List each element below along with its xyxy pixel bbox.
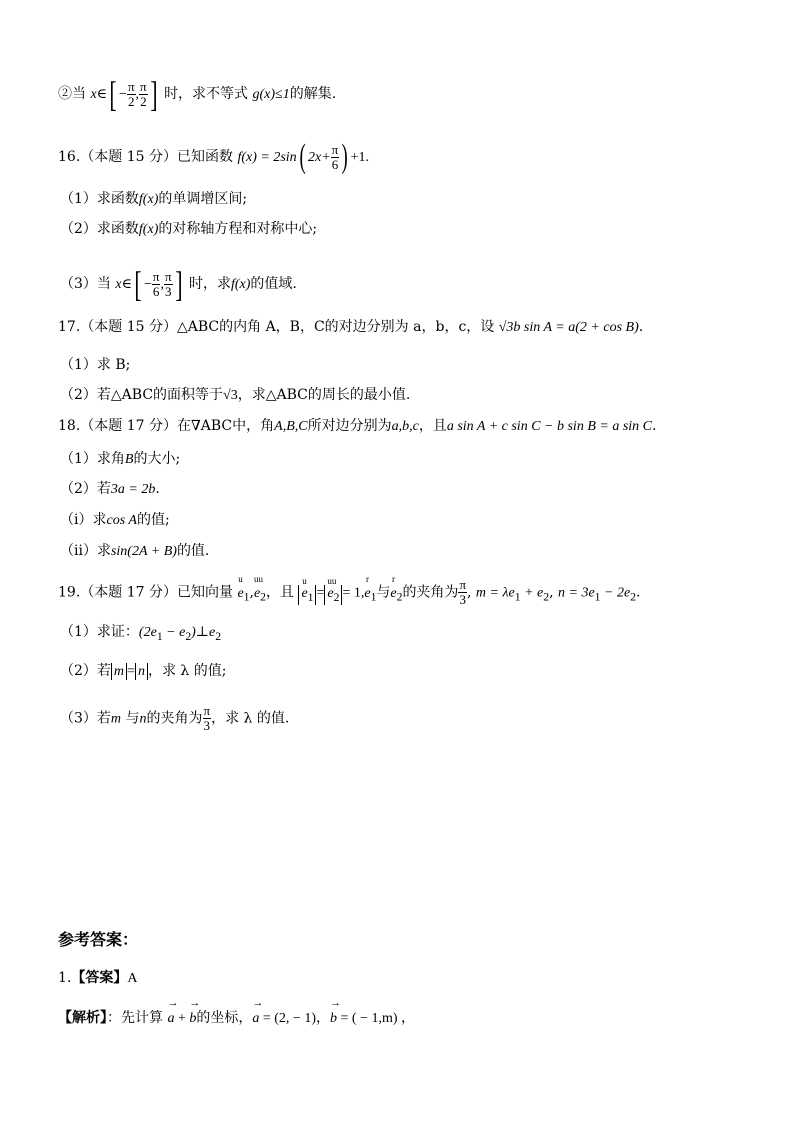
comma: , (160, 277, 164, 292)
vector-a: → a (252, 997, 264, 1026)
answer-number: 1. (58, 970, 72, 986)
answers-heading: 参考答案： (58, 930, 139, 949)
text: （3）若 (60, 710, 111, 727)
formula: a,b,c (391, 419, 419, 434)
denominator: 6 (152, 283, 160, 299)
text: （2）若 (60, 663, 111, 679)
text: 已知向量 (176, 584, 233, 601)
text: 已知函数 (176, 149, 233, 165)
formula: n (139, 711, 147, 727)
inequality: g(x)≤1 (252, 87, 290, 102)
points: （本题 17 分） (80, 584, 177, 601)
left-bracket: [ (134, 264, 142, 304)
text: 的大小; (133, 451, 181, 467)
q19-part1: （1）求证：($2e_1$ − $e_2)\perp e_2$ (60, 624, 222, 643)
text: 所对边分别为 (307, 418, 392, 434)
q18-sub2 (60, 479, 160, 500)
text: . (638, 319, 644, 335)
text: . (652, 418, 657, 434)
fraction-pi-over-2 (127, 80, 136, 109)
numerator: π (140, 78, 147, 94)
text: 时，求不等式 (164, 86, 249, 102)
vector-e2: r e (390, 573, 397, 601)
text: ， (315, 1010, 330, 1026)
text: . (155, 481, 160, 497)
text: 与 (376, 584, 391, 601)
text: 与 (125, 710, 140, 727)
q17-sub1 (60, 355, 130, 375)
q18-subi (60, 510, 170, 531)
formula: − 2e (600, 585, 631, 601)
text: （2）若△ABC的面积等于 (60, 387, 224, 403)
formula: )⊥e (191, 625, 216, 640)
text: 的单调增区间; (158, 191, 248, 207)
left-bracket: [ (109, 74, 117, 114)
q18-stem (58, 416, 656, 437)
text: ，求△ABC的周长的最小值. (237, 387, 411, 403)
question-number: 19. (58, 584, 81, 601)
denominator: 2 (127, 93, 135, 109)
q19-stem: 19.（本题 17 分）已知向量 u $e_1$, uu $e_2$，且 u $e_1$ = uu $e_2 = 1$, r $e_1$与 r $e_2$的夹角为 $\frac{\pi}{3}$ , $m = \lambda e_1 + e_2$, $n = 3e_1 - 2e_2$. (58, 573, 641, 607)
text: 的值; (136, 512, 170, 528)
text: ，且 (265, 584, 294, 601)
comma: , (549, 584, 554, 601)
vector-b: → b (189, 997, 201, 1026)
question-number: 17. (58, 319, 81, 335)
points: （本题 17 分） (80, 418, 177, 434)
comma: , (135, 87, 140, 102)
text: 的夹角为 (146, 710, 203, 727)
text: ，求 λ 的值; (147, 663, 227, 679)
answer-1 (58, 968, 137, 989)
points: （本题 15 分） (80, 319, 177, 335)
text: （1）求 B; (60, 357, 131, 373)
formula: 2x+ (307, 150, 331, 165)
text: 的解集. (289, 86, 337, 102)
text: △ABC的内角 A，B，C的对边分别为 a，b，c，设 (176, 319, 495, 335)
explanation-label: 【解析】 (58, 1010, 107, 1026)
q18-sub1 (60, 449, 180, 470)
q17-stem (58, 317, 643, 338)
formula: √3b sin A = a(2 + cos B) (498, 320, 639, 335)
right-bracket: ] (174, 264, 183, 304)
q19-part3 (60, 704, 289, 733)
comma: , (249, 584, 254, 601)
abs-e2: uu $e_2$ (324, 585, 342, 606)
abs-n: n (135, 663, 148, 680)
fraction-pi-over-6 (331, 143, 340, 172)
text: 的对称轴方程和对称中心; (158, 221, 318, 237)
q19-part2 (60, 661, 226, 682)
formula: f(x) (230, 277, 251, 292)
formula: sin(2A + B) (110, 544, 177, 559)
q15-part2-line (58, 76, 336, 112)
numerator: π (127, 78, 135, 94)
text: （3）当 (60, 276, 111, 292)
text: ，且 (418, 418, 447, 434)
abs-e1: u $e_1$ (298, 585, 316, 606)
fraction-pi-over-2-b (139, 80, 148, 109)
vector-b: → b (329, 997, 341, 1026)
abs-m: m (111, 663, 127, 680)
question-number: 16. (58, 149, 81, 165)
denominator: 3 (164, 283, 172, 299)
q15-part2-marker: ②当 (58, 86, 86, 102)
formula: cos A (106, 513, 137, 528)
formula: = ( − 1,m) (336, 1011, 401, 1026)
formula: B (124, 452, 134, 467)
text: 的坐标， (196, 1010, 253, 1026)
formula: 3a = 2b (110, 482, 156, 497)
formula: f(x) (138, 192, 159, 207)
points: （本题 15 分） (80, 149, 177, 165)
numerator: π (164, 268, 172, 284)
formula: f(x) (138, 222, 159, 237)
text: 的值. (176, 543, 210, 559)
in-symbol: ∈ (96, 87, 108, 102)
text: 在∇ABC中，角 (176, 418, 275, 434)
fraction-pi-over-3: $\frac{\pi}{3}$ (203, 703, 211, 733)
right-paren: ) (341, 138, 349, 175)
q16-sub1 (60, 189, 247, 210)
text: （1）求函数 (60, 191, 139, 207)
numerator: π (152, 268, 160, 284)
vector-e2: uu e (253, 573, 263, 601)
question-number: 18. (58, 418, 81, 434)
formula: f(x) = 2sin (237, 150, 297, 165)
formula: m (110, 711, 122, 727)
formula: a sin A + c sin C − b sin B = a sin C (446, 419, 652, 434)
var-x: x (90, 87, 97, 102)
text: （1）求角 (60, 451, 125, 467)
equals: = 1, (342, 585, 365, 601)
q17-sub2 (60, 385, 410, 406)
denominator: 6 (331, 156, 339, 172)
text: （2）求函数 (60, 221, 139, 237)
answer-value: A (127, 971, 138, 986)
formula: = (2, − 1) (259, 1011, 316, 1026)
equals: = (316, 585, 325, 601)
var-x: x (115, 277, 122, 292)
formula: +1. (350, 150, 369, 165)
formula: n = 3e (558, 585, 595, 601)
plus: + (174, 1011, 190, 1026)
fraction-pi-over-3 (164, 270, 173, 299)
formula: m = λe (475, 585, 515, 601)
vector-e1: u e (237, 573, 244, 601)
formula: (2e (138, 625, 157, 640)
q18-subii (60, 541, 209, 562)
text: ：先计算 (107, 1010, 163, 1026)
text: （i）求 (60, 512, 107, 528)
formula: − e (162, 625, 186, 640)
minus-sign: − (119, 87, 127, 102)
minus-sign: − (143, 277, 152, 292)
text: （1）求证： (60, 624, 139, 640)
right-bracket: ] (150, 74, 158, 114)
text: （2）若 (60, 481, 111, 497)
text: 时，求 (188, 276, 231, 292)
q16-stem (58, 140, 369, 174)
text: ， (401, 1010, 415, 1026)
answer-1-explanation (58, 997, 415, 1029)
text: 的值域. (250, 276, 297, 292)
vector-a: → a (167, 997, 179, 1026)
fraction-pi-over-3: $\frac{\pi}{3}$ (459, 577, 467, 607)
numerator: π (331, 141, 339, 157)
vector-e1: r e (364, 573, 371, 601)
text: （ii）求 (60, 543, 111, 559)
in-symbol: ∈ (121, 277, 132, 292)
formula: √3 (223, 388, 238, 403)
q16-sub2 (60, 219, 317, 240)
text: . (636, 584, 641, 601)
comma: , (467, 584, 472, 601)
denominator: 2 (140, 93, 147, 109)
equals: = (127, 664, 135, 679)
subscript: 2 (260, 590, 266, 604)
answer-label: 【答案】 (71, 970, 128, 986)
left-paren: ( (299, 138, 306, 175)
subscript: 1 (243, 590, 250, 604)
q16-sub3 (60, 266, 297, 302)
text: 的夹角为 (402, 584, 459, 601)
formula: + e (520, 585, 544, 601)
text: ，求 λ 的值. (211, 710, 290, 727)
formula: A,B,C (274, 419, 308, 434)
